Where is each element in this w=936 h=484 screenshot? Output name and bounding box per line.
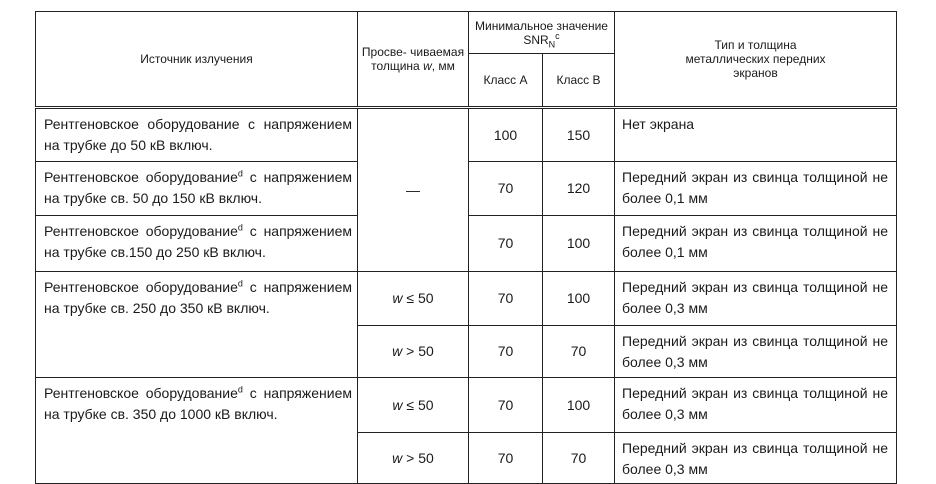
screen-cell: Нет экрана — [615, 108, 897, 162]
source-cell: Рентгеновское оборудование с напряжением на трубке до 50 кВ включ. — [36, 108, 358, 162]
class-a-value: 70 — [469, 433, 543, 484]
class-b-value: 100 — [543, 216, 615, 272]
source-cell: Рентгеновское оборудование$^d$ с напряжением на трубке св. 250 до 350 кВ включ. — [36, 272, 358, 378]
class-b-value: 70 — [543, 326, 615, 378]
class-b-value: 120 — [543, 162, 615, 216]
thickness-cell: w > 50 — [358, 433, 469, 484]
class-a-value: 70 — [469, 216, 543, 272]
header-snr: Минимальное значение $SNR_N^c$ — [469, 12, 615, 54]
thickness-cell: w ≤ 50 — [358, 378, 469, 433]
class-a-value: 70 — [469, 378, 543, 433]
header-class-b: Класс В — [543, 54, 615, 108]
screen-cell: Передний экран из свинца толщиной не более 0,3 мм — [615, 326, 897, 378]
screen-cell: Передний экран из свинца толщиной не более 0,1 мм — [615, 162, 897, 216]
header-source: Источник излучения — [36, 12, 358, 108]
class-a-value: 70 — [469, 272, 543, 326]
source-cell: Рентгеновское оборудование$^d$ с напряжением на трубке св.150 до 250 кВ включ. — [36, 216, 358, 272]
class-a-value: 100 — [469, 108, 543, 162]
screen-cell: Передний экран из свинца толщиной не более 0,3 мм — [615, 378, 897, 433]
thickness-cell: w > 50 — [358, 326, 469, 378]
class-b-value: 100 — [543, 272, 615, 326]
source-cell: Рентгеновское оборудование$^d$ с напряжением на трубке св. 50 до 150 кВ включ. — [36, 162, 358, 216]
source-cell: Рентгеновское оборудование$^d$ с напряжением на трубке св. 350 до 1000 кВ включ. — [36, 378, 358, 484]
class-b-value: 100 — [543, 378, 615, 433]
screen-cell: Передний экран из свинца толщиной не более 0,3 мм — [615, 433, 897, 484]
header-thickness: Просве- чиваемая толщина w, мм — [358, 12, 469, 108]
class-a-value: 70 — [469, 326, 543, 378]
thickness-cell: w ≤ 50 — [358, 272, 469, 326]
class-a-value: 70 — [469, 162, 543, 216]
class-b-value: 150 — [543, 108, 615, 162]
class-b-value: 70 — [543, 433, 615, 484]
screen-cell: Передний экран из свинца толщиной не более 0,1 мм — [615, 216, 897, 272]
table-row — [36, 108, 897, 162]
table-row — [36, 272, 897, 326]
radiation-table — [35, 11, 897, 484]
header-screens: Тип и толщина металлических передних экранов — [615, 12, 897, 108]
header-class-a: Класс А — [469, 54, 543, 108]
screen-cell: Передний экран из свинца толщиной не более 0,3 мм — [615, 272, 897, 326]
thickness-dash: — — [358, 108, 469, 272]
table-row — [36, 378, 897, 433]
